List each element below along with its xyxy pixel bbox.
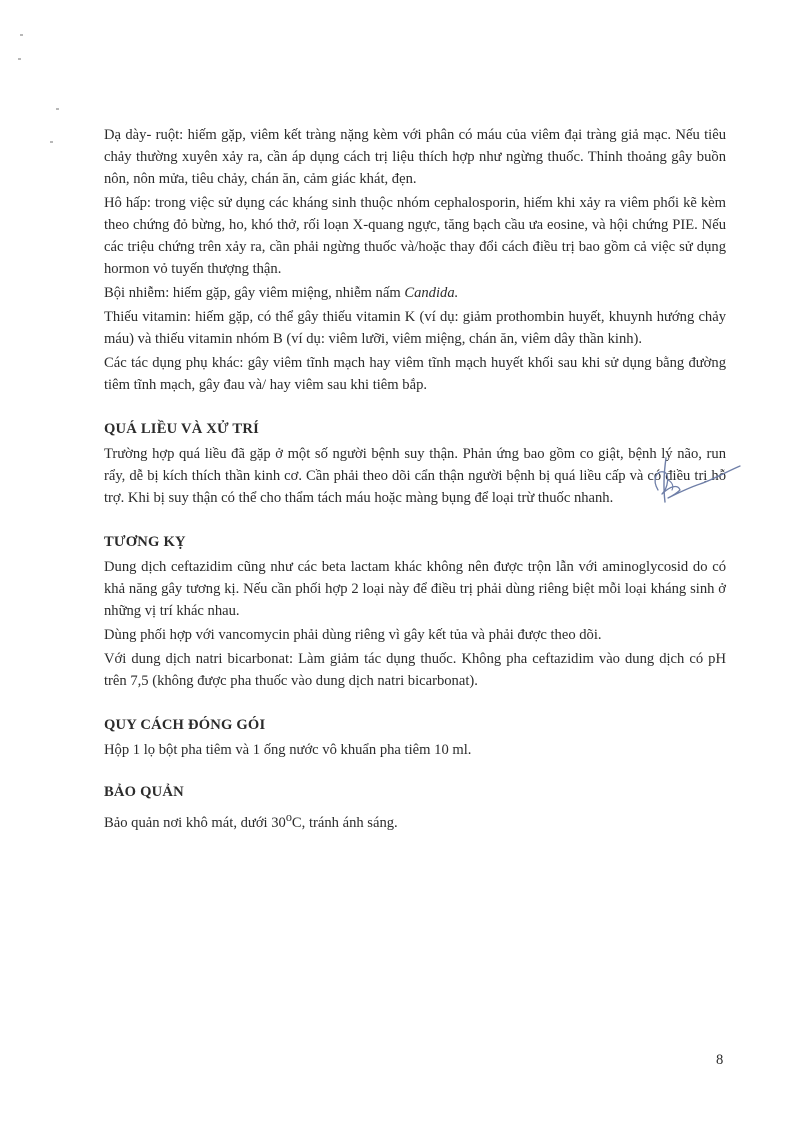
adverse-vitamin-paragraph: Thiếu vitamin: hiếm gặp, có thể gây thiếu vitamin K (ví dụ: giảm prothombin huyết, khuynh hướng chảy máu) và thiếu vitamin nhóm B (ví dụ: viêm lưỡi, viêm miệng, chán ăn, viêm dây thần kinh). [104,309,726,347]
superinfection-text: Bội nhiễm: hiếm gặp, gây viêm miệng, nhiễm nấm [104,285,405,301]
overdose-paragraph: Trường hợp quá liều đã gặp ở một số người bệnh suy thận. Phản ứng bao gồm co giật, bệnh lý não, run rẩy, dễ bị kích thích thần kinh cơ. Cần phải theo dõi cẩn thận người bệnh bị quá liều cấp và có điều trị hỗ trợ. Khi bị suy thận có thể cho thẩm tách máu hoặc màng bụng để loại trừ thuốc nhanh. [104,446,726,506]
storage-text-before: Bảo quản nơi khô mát, dưới 30 [104,814,286,831]
scan-speck [20,34,23,36]
adverse-other-paragraph: Các tác dụng phụ khác: gây viêm tĩnh mạch hay viêm tĩnh mạch huyết khối sau khi sử dụng bằng đường tiêm tĩnh mạch, gây đau và/ hay viêm sau khi tiêm bắp. [104,355,726,393]
degree-sup: o [285,810,292,824]
incompatibility-paragraph-1: Dung dịch ceftazidim cũng như các beta lactam khác không nên được trộn lẫn với aminoglycosid do có khả năng gây tương kị. Nếu cần phối hợp 2 loại này để điều trị phải dùng riêng biệt mỗi loại kháng sinh ở những vị trí khác nhau. [104,559,726,619]
scan-speck [56,108,59,110]
adverse-respiratory-paragraph: Hô hấp: trong việc sử dụng các kháng sinh thuộc nhóm cephalosporin, hiếm khi xảy ra viêm phổi kẽ kèm theo chứng đỏ bừng, ho, khó thở, rối loạn X-quang ngực, tăng bạch cầu ưa eosine, và hội chứng PIE. Nếu các triệu chứng trên xảy ra, cần phải ngừng thuốc và/hoặc thay đổi cách điều trị bao gồm cả việc sử dụng hormon vỏ tuyến thượng thận. [104,195,726,277]
adverse-superinfection-paragraph [104,282,726,304]
incompatibility-paragraph-3: Với dung dịch natri bicarbonat: Làm giảm tác dụng thuốc. Không pha ceftazidim vào dung dịch có pH trên 7,5 (không được pha thuốc vào dung dịch natri bicarbonat). [104,651,726,689]
page-number: 8 [716,1052,724,1068]
storage-paragraph [104,806,726,834]
storage-heading: BẢO QUẢN [104,784,184,800]
incompatibility-heading: TƯƠNG KỴ [104,534,186,550]
scan-speck [18,58,21,60]
candida-italic: Candida. [404,285,459,301]
storage-text-after: C, tránh ánh sáng. [291,814,398,831]
overdose-heading: QUÁ LIỀU VÀ XỬ TRÍ [104,421,259,437]
incompatibility-paragraph-2: Dùng phối hợp với vancomycin phải dùng riêng vì gây kết tủa và phải được theo dõi. [104,627,602,643]
scan-speck [50,141,53,143]
packaging-paragraph: Hộp 1 lọ bột pha tiêm và 1 ống nước vô khuẩn pha tiêm 10 ml. [104,742,472,758]
adverse-gastro-paragraph: Dạ dày- ruột: hiếm gặp, viêm kết tràng nặng kèm với phân có máu của viêm đại tràng giả mạc. Nếu tiêu chảy thường xuyên xảy ra, cần áp dụng cách trị liệu thích hợp như ngừng thuốc. Thỉnh thoảng gây buồn nôn, nôn mửa, tiêu chảy, chán ăn, cảm giác khát, đẹn. [104,127,726,187]
packaging-heading: QUY CÁCH ĐÓNG GÓI [104,717,266,733]
handwritten-signature [648,450,743,520]
document-page [104,124,726,836]
